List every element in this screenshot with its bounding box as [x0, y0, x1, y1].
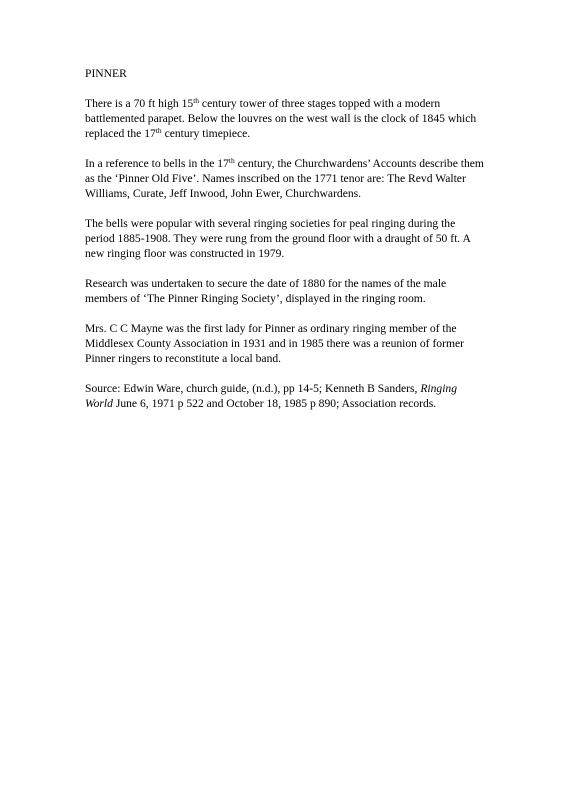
text-run: replaced the 17 [85, 127, 156, 140]
text-run: June 6, 1971 p 522 and October 18, 1985 p 890; Association records. [112, 397, 437, 410]
document-body [85, 66, 485, 426]
paragraph-ringing-societies [85, 216, 485, 261]
italic-title: World [85, 397, 113, 410]
paragraph-line [85, 396, 485, 411]
superscript: th [155, 126, 162, 135]
text-run: century timepiece. [161, 127, 251, 140]
text-run: There is a 70 ft high 15 [85, 97, 194, 110]
text-run: In a reference to bells in the 17 [85, 157, 229, 170]
paragraph-line: The bells were popular with several ringing societies for peal ringing during the [85, 217, 456, 230]
text-run: century tower of three stages topped with a modern [199, 97, 441, 110]
paragraph-line: battlemented parapet. Below the louvres on the west wall is the clock of 1845 which [85, 112, 477, 125]
paragraph-line [85, 126, 485, 141]
paragraph-line: new ringing floor was constructed in 1979. [85, 247, 285, 260]
paragraph-mrs-mayne [85, 321, 485, 366]
text-run: Source: Edwin Ware, church guide, (n.d.), pp 14-5; Kenneth B Sanders, [85, 382, 421, 395]
paragraph-line: Williams, Curate, Jeff Inwood, John Ewer, Churchwardens. [85, 187, 362, 200]
paragraph-line [85, 156, 485, 171]
paragraph-line: as the ‘Pinner Old Five’. Names inscribed on the 1771 tenor are: The Revd Walter [85, 172, 466, 185]
paragraph-tower [85, 96, 485, 141]
italic-title: Ringing [420, 382, 458, 395]
superscript: th [193, 96, 200, 105]
paragraph-research [85, 276, 485, 306]
paragraph-line: Pinner ringers to reconstitute a local band. [85, 352, 282, 365]
paragraph-line [85, 381, 485, 396]
paragraph-line: period 1885-1908. They were rung from the ground floor with a draught of 50 ft. A [85, 232, 471, 245]
superscript: th [228, 156, 235, 165]
document-title: PINNER [85, 67, 127, 80]
paragraph-line: Middlesex County Association in 1931 and in 1985 there was a reunion of former [85, 337, 464, 350]
paragraph-line: Research was undertaken to secure the date of 1880 for the names of the male [85, 277, 447, 290]
paragraph-line: members of ‘The Pinner Ringing Society’, displayed in the ringing room. [85, 292, 426, 305]
text-run: century, the Churchwardens’ Accounts describe them [234, 157, 484, 170]
paragraph-bells-reference [85, 156, 485, 201]
paragraph-line: Mrs. C C Mayne was the first lady for Pinner as ordinary ringing member of the [85, 322, 457, 335]
paragraph-line [85, 96, 485, 111]
paragraph-source [85, 381, 485, 411]
